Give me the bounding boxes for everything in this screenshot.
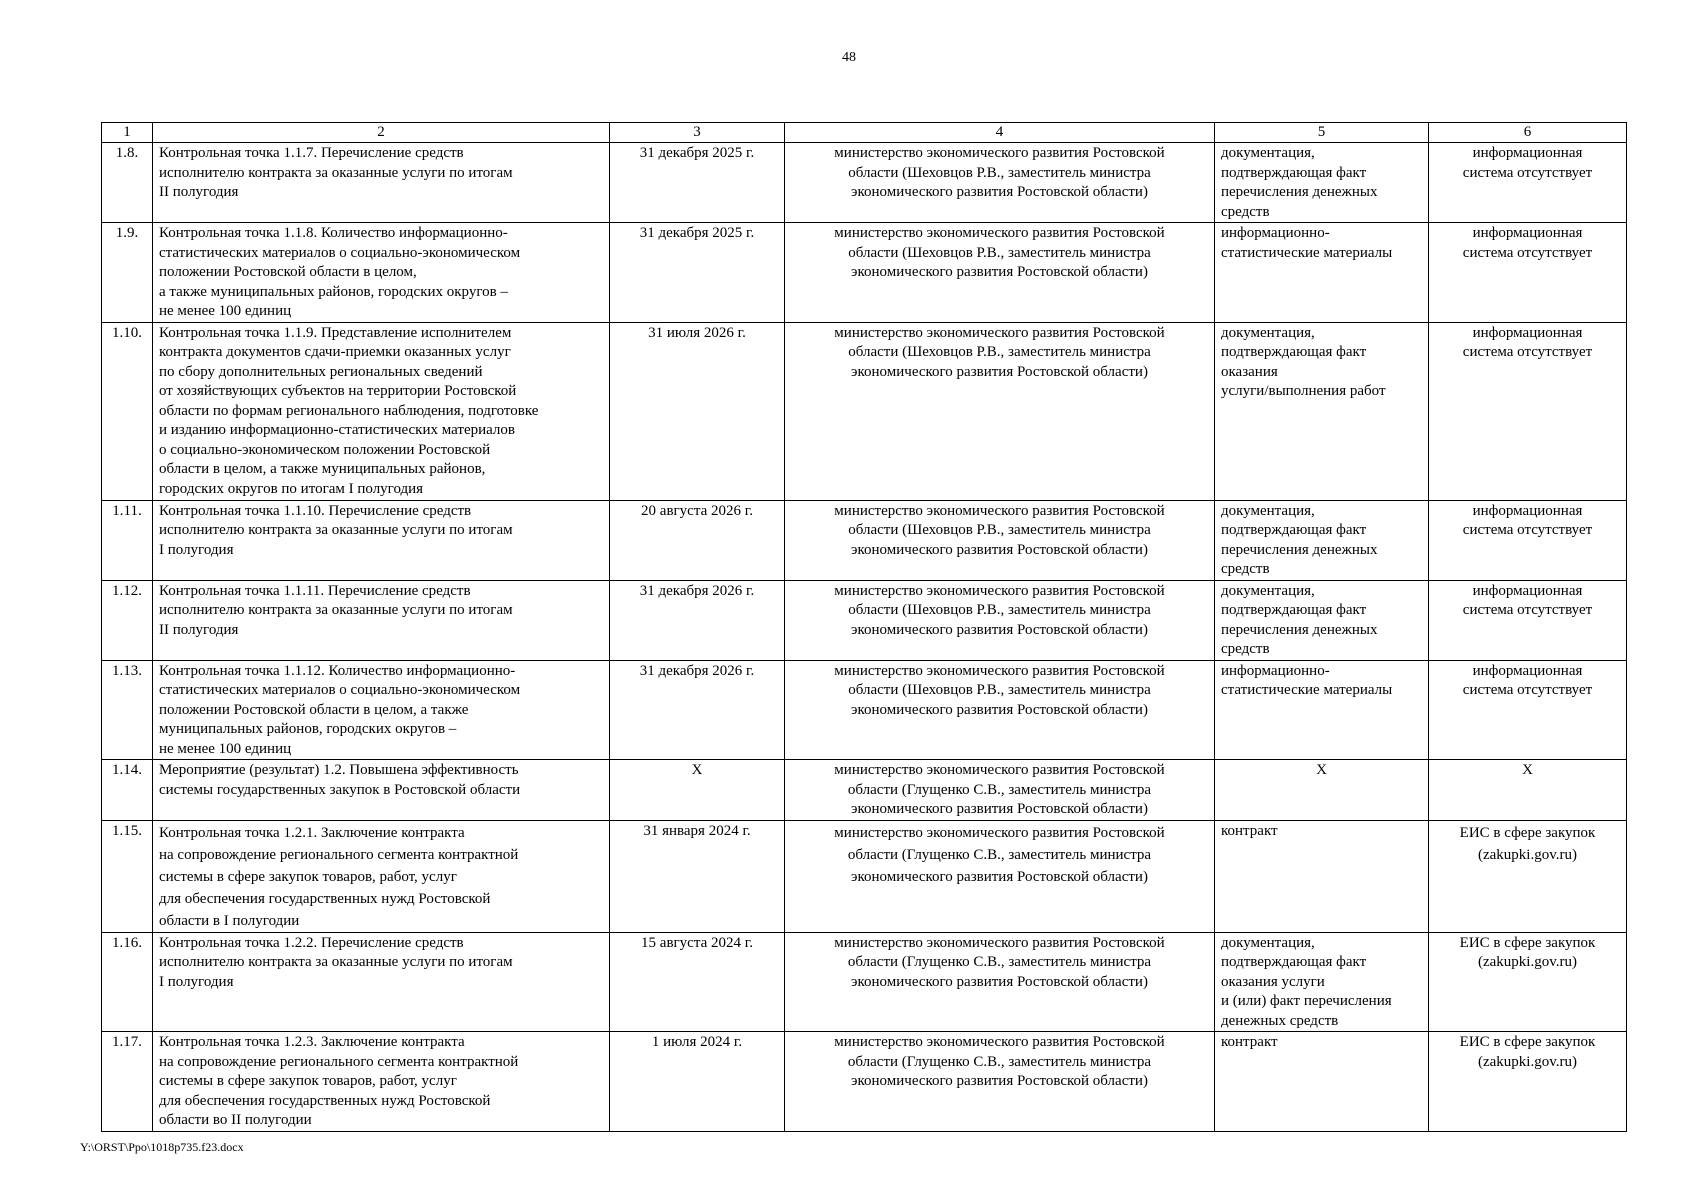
table-row bbox=[102, 580, 1627, 660]
information-system: информационная система отсутствует bbox=[1429, 660, 1627, 760]
control-point-name: Контрольная точка 1.2.1. Заключение контракта на сопровождение регионального сегмента контрактной системы в сфере закупок товаров, работ, услуг для обеспечения государственных нужд Ростовской области в I полугодии bbox=[153, 820, 610, 932]
information-system: информационная система отсутствует bbox=[1429, 223, 1627, 323]
row-number: 1.16. bbox=[102, 932, 153, 1032]
information-system: ЕИС в сфере закупок (zakupki.gov.ru) bbox=[1429, 932, 1627, 1032]
information-system: Х bbox=[1429, 760, 1627, 821]
confirming-document: документация, подтверждающая факт перечисления денежных средств bbox=[1215, 580, 1429, 660]
row-number: 1.10. bbox=[102, 322, 153, 500]
control-point-name: Контрольная точка 1.1.11. Перечисление средств исполнителю контракта за оказанные услуги по итогам II полугодия bbox=[153, 580, 610, 660]
information-system: ЕИС в сфере закупок (zakupki.gov.ru) bbox=[1429, 1032, 1627, 1132]
control-point-name: Контрольная точка 1.2.3. Заключение контракта на сопровождение регионального сегмента контрактной системы в сфере закупок товаров, работ, услуг для обеспечения государственных нужд Ростовской области во II полугодии bbox=[153, 1032, 610, 1132]
deadline-date: 31 декабря 2025 г. bbox=[610, 223, 785, 323]
information-system: информационная система отсутствует bbox=[1429, 143, 1627, 223]
responsible-executor: министерство экономического развития Ростовской области (Глущенко С.В., заместитель министра экономического развития Ростовской области) bbox=[785, 932, 1215, 1032]
column-number-header: 3 bbox=[610, 123, 785, 143]
confirming-document: информационно- статистические материалы bbox=[1215, 223, 1429, 323]
deadline-date: 31 июля 2026 г. bbox=[610, 322, 785, 500]
information-system: информационная система отсутствует bbox=[1429, 500, 1627, 580]
responsible-executor: министерство экономического развития Ростовской области (Шеховцов Р.В., заместитель министра экономического развития Ростовской области) bbox=[785, 500, 1215, 580]
table-row bbox=[102, 223, 1627, 323]
confirming-document: документация, подтверждающая факт перечисления денежных средств bbox=[1215, 143, 1429, 223]
event-result-name: Мероприятие (результат) 1.2. Повышена эффективность системы государственных закупок в Ростовской области bbox=[153, 760, 610, 821]
row-number: 1.15. bbox=[102, 820, 153, 932]
responsible-executor: министерство экономического развития Ростовской области (Шеховцов Р.В., заместитель министра экономического развития Ростовской области) bbox=[785, 223, 1215, 323]
control-point-name: Контрольная точка 1.1.7. Перечисление средств исполнителю контракта за оказанные услуги по итогам II полугодия bbox=[153, 143, 610, 223]
column-number-header: 5 bbox=[1215, 123, 1429, 143]
control-point-name: Контрольная точка 1.1.12. Количество информационно- статистических материалов о социально-экономическом положении Ростовской области в целом, а также муниципальных районов, городских округов – не менее 100 единиц bbox=[153, 660, 610, 760]
deadline-date: 31 января 2024 г. bbox=[610, 820, 785, 932]
information-system: информационная система отсутствует bbox=[1429, 322, 1627, 500]
row-number: 1.8. bbox=[102, 143, 153, 223]
column-number-header: 1 bbox=[102, 123, 153, 143]
control-point-name: Контрольная точка 1.2.2. Перечисление средств исполнителю контракта за оказанные услуги по итогам I полугодия bbox=[153, 932, 610, 1032]
table-row bbox=[102, 932, 1627, 1032]
table-header-row bbox=[102, 123, 1627, 143]
responsible-executor: министерство экономического развития Ростовской области (Глущенко С.В., заместитель министра экономического развития Ростовской области) bbox=[785, 1032, 1215, 1132]
information-system: ЕИС в сфере закупок (zakupki.gov.ru) bbox=[1429, 820, 1627, 932]
table-row bbox=[102, 322, 1627, 500]
confirming-document: документация, подтверждающая факт перечисления денежных средств bbox=[1215, 500, 1429, 580]
row-number: 1.9. bbox=[102, 223, 153, 323]
responsible-executor: министерство экономического развития Ростовской области (Глущенко С.В., заместитель министра экономического развития Ростовской области) bbox=[785, 820, 1215, 932]
footer-file-path: Y:\ORST\Ppo\1018p735.f23.docx bbox=[80, 1140, 244, 1154]
row-number: 1.13. bbox=[102, 660, 153, 760]
control-point-name: Контрольная точка 1.1.9. Представление исполнителем контракта документов сдачи-приемки оказанных услуг по сбору дополнительных региональных сведений от хозяйствующих субъектов на территории Ростовской области по формам регионального наблюдения, подготовке и изданию информационно-статистических материалов о социально-экономическом положении Ростовской области в целом, а также муниципальных районов, городских округов по итогам I полугодия bbox=[153, 322, 610, 500]
deadline-date: 15 августа 2024 г. bbox=[610, 932, 785, 1032]
column-number-header: 6 bbox=[1429, 123, 1627, 143]
deadline-date: 31 декабря 2025 г. bbox=[610, 143, 785, 223]
responsible-executor: министерство экономического развития Ростовской области (Шеховцов Р.В., заместитель министра экономического развития Ростовской области) bbox=[785, 143, 1215, 223]
page-number: 48 bbox=[842, 50, 856, 65]
row-number: 1.11. bbox=[102, 500, 153, 580]
deadline-date: 31 декабря 2026 г. bbox=[610, 580, 785, 660]
confirming-document: контракт bbox=[1215, 820, 1429, 932]
deadline-date: 20 августа 2026 г. bbox=[610, 500, 785, 580]
control-points-table bbox=[101, 122, 1627, 1132]
confirming-document: контракт bbox=[1215, 1032, 1429, 1132]
row-number: 1.17. bbox=[102, 1032, 153, 1132]
responsible-executor: министерство экономического развития Ростовской области (Глущенко С.В., заместитель министра экономического развития Ростовской области) bbox=[785, 760, 1215, 821]
confirming-document: документация, подтверждающая факт оказания услуги/выполнения работ bbox=[1215, 322, 1429, 500]
confirming-document: документация, подтверждающая факт оказания услуги и (или) факт перечисления денежных средств bbox=[1215, 932, 1429, 1032]
information-system: информационная система отсутствует bbox=[1429, 580, 1627, 660]
deadline-date: 31 декабря 2026 г. bbox=[610, 660, 785, 760]
table-row bbox=[102, 1032, 1627, 1132]
confirming-document: Х bbox=[1215, 760, 1429, 821]
responsible-executor: министерство экономического развития Ростовской области (Шеховцов Р.В., заместитель министра экономического развития Ростовской области) bbox=[785, 322, 1215, 500]
row-number: 1.14. bbox=[102, 760, 153, 821]
deadline-date: Х bbox=[610, 760, 785, 821]
column-number-header: 4 bbox=[785, 123, 1215, 143]
table-row bbox=[102, 820, 1627, 932]
responsible-executor: министерство экономического развития Ростовской области (Шеховцов Р.В., заместитель министра экономического развития Ростовской области) bbox=[785, 580, 1215, 660]
control-point-name: Контрольная точка 1.1.10. Перечисление средств исполнителю контракта за оказанные услуги по итогам I полугодия bbox=[153, 500, 610, 580]
row-number: 1.12. bbox=[102, 580, 153, 660]
control-point-name: Контрольная точка 1.1.8. Количество информационно- статистических материалов о социально-экономическом положении Ростовской области в целом, а также муниципальных районов, городских округов – не менее 100 единиц bbox=[153, 223, 610, 323]
responsible-executor: министерство экономического развития Ростовской области (Шеховцов Р.В., заместитель министра экономического развития Ростовской области) bbox=[785, 660, 1215, 760]
table-row bbox=[102, 760, 1627, 821]
table-row bbox=[102, 143, 1627, 223]
table-row bbox=[102, 500, 1627, 580]
deadline-date: 1 июля 2024 г. bbox=[610, 1032, 785, 1132]
table-row bbox=[102, 660, 1627, 760]
column-number-header: 2 bbox=[153, 123, 610, 143]
confirming-document: информационно- статистические материалы bbox=[1215, 660, 1429, 760]
